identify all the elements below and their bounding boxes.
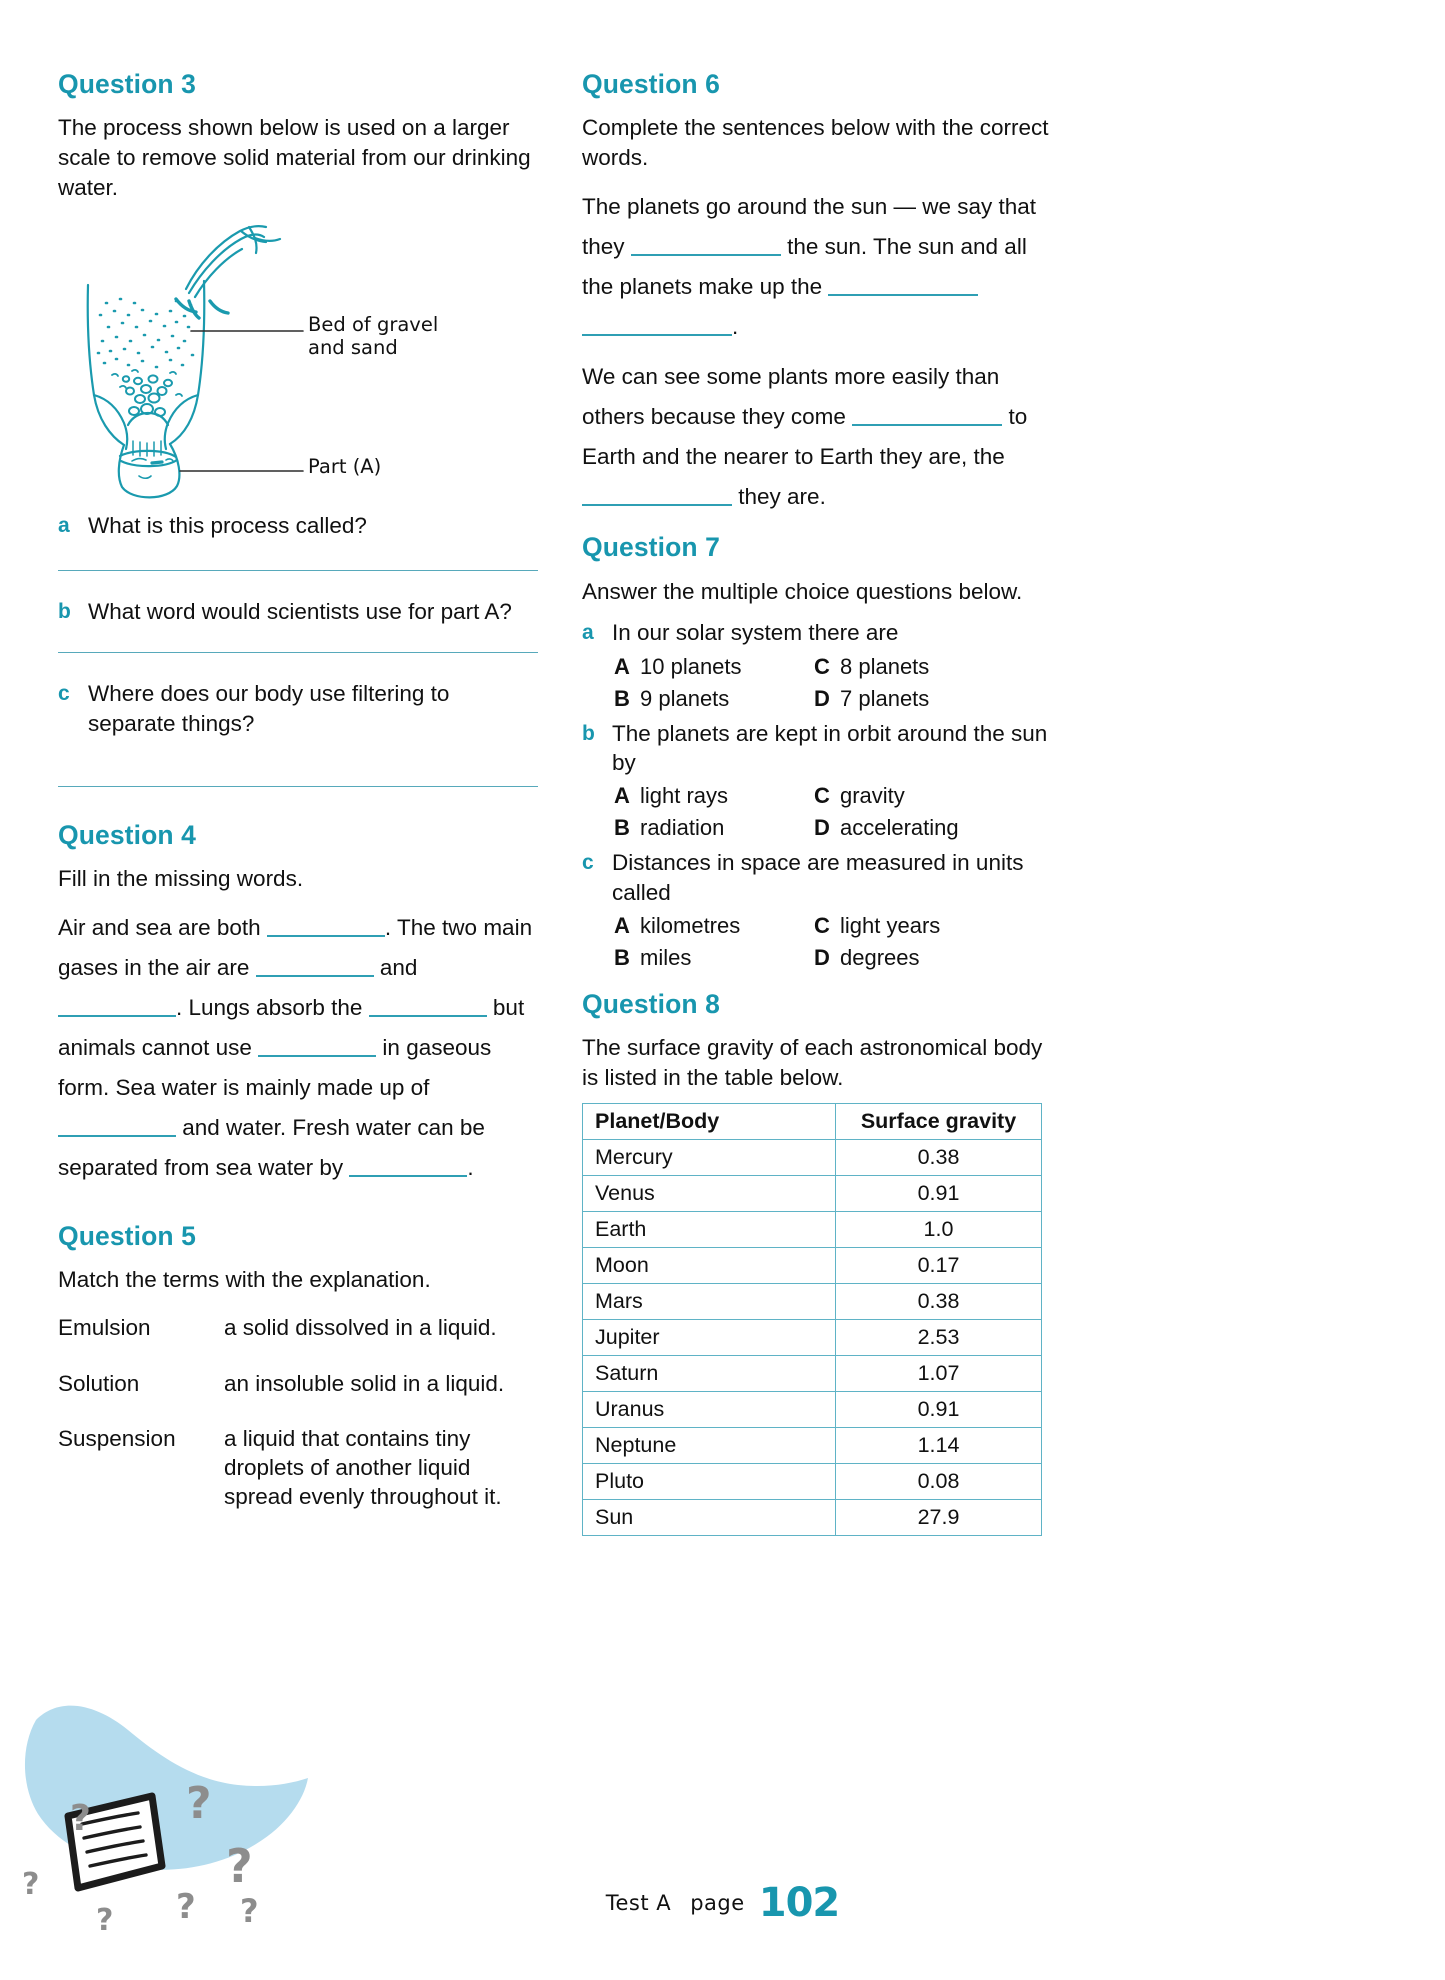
match-term: Solution xyxy=(58,1370,140,1396)
question-3-item-b xyxy=(58,597,538,626)
mcq-option[interactable] xyxy=(814,813,1014,842)
column-header-gravity: Surface gravity xyxy=(836,1103,1042,1139)
mcq-value: light rays xyxy=(640,783,729,809)
question-mark-icon: ? xyxy=(240,1892,259,1930)
surface-gravity-table xyxy=(582,1103,1042,1536)
question-5-block xyxy=(58,1222,538,1511)
mcq-option[interactable] xyxy=(814,684,1014,713)
right-column xyxy=(582,70,1060,1536)
mcq-key: B xyxy=(614,815,630,841)
question-6-heading: Question 6 xyxy=(582,69,720,99)
blob-shape xyxy=(25,1706,308,1870)
table-row xyxy=(583,1319,1042,1355)
mcq-value: 8 planets xyxy=(840,653,930,679)
item-stem: In our solar system there are xyxy=(612,620,899,646)
mcq-value: 7 planets xyxy=(840,685,930,711)
cloze-seg-4: and xyxy=(379,955,418,981)
question-8-block xyxy=(582,990,1060,1536)
cloze-seg-9: and water. Fresh water can be xyxy=(182,1115,485,1141)
blank-field-4[interactable] xyxy=(852,401,1002,427)
match-term: Suspension xyxy=(58,1425,176,1451)
diagram-label-gravel xyxy=(308,313,438,359)
mcq-option[interactable] xyxy=(614,813,814,842)
question-3-intro: The process shown below is used on a larger scale to remove solid material from our drinking water. xyxy=(58,115,531,200)
question-4-block xyxy=(58,821,538,1188)
question-3-block xyxy=(58,70,538,787)
cell-gravity: 0.08 xyxy=(836,1463,1042,1499)
table-row xyxy=(583,1175,1042,1211)
match-definition: a solid dissolved in a liquid. xyxy=(224,1315,497,1341)
blank-field-3[interactable] xyxy=(582,311,732,337)
cloze-seg-1: Air and sea are both xyxy=(58,914,261,940)
cloze-seg-11: . xyxy=(467,1155,474,1181)
cell-planet: Uranus xyxy=(583,1391,836,1427)
cloze-seg-6: We can see some plants more easily than xyxy=(582,364,1000,390)
cloze-seg-7: in xyxy=(382,1035,400,1061)
cell-gravity: 0.17 xyxy=(836,1247,1042,1283)
page-footer xyxy=(0,1880,1445,1926)
cell-planet: Neptune xyxy=(583,1427,836,1463)
mcq-key: C xyxy=(814,783,830,809)
mcq-key: C xyxy=(814,912,830,938)
mcq-option-row xyxy=(582,943,1060,972)
cell-planet: Mercury xyxy=(583,1139,836,1175)
cell-gravity: 2.53 xyxy=(836,1319,1042,1355)
filtration-diagram-svg xyxy=(58,213,538,501)
table-header-row xyxy=(583,1103,1042,1139)
mcq-option[interactable] xyxy=(614,684,814,713)
mcq-key: A xyxy=(614,653,630,679)
mcq-key: D xyxy=(814,815,830,841)
item-text: Where does our body use filtering to separate things? xyxy=(88,681,450,736)
mcq-option[interactable] xyxy=(614,652,814,681)
table-row xyxy=(583,1139,1042,1175)
cell-gravity: 1.07 xyxy=(836,1355,1042,1391)
mcq-option[interactable] xyxy=(814,911,1014,940)
item-letter: b xyxy=(582,721,595,745)
mcq-option[interactable] xyxy=(614,911,814,940)
item-letter: a xyxy=(582,621,594,645)
mcq-option-row xyxy=(582,781,1060,810)
column-header-planet: Planet/Body xyxy=(583,1103,836,1139)
question-7-part-a xyxy=(582,618,1060,647)
diagram-label-part-a: Part (A) xyxy=(308,454,382,478)
footer-test-label: Test A xyxy=(605,1891,672,1915)
mcq-value: miles xyxy=(640,944,692,970)
item-text: What is this process called? xyxy=(88,512,367,538)
mcq-key: D xyxy=(814,685,830,711)
match-row xyxy=(58,1369,538,1398)
question-6-cloze-1 xyxy=(582,187,1060,347)
match-row xyxy=(58,1313,538,1342)
question-4-cloze xyxy=(58,908,538,1188)
mcq-key: B xyxy=(614,685,630,711)
blank-field-7[interactable] xyxy=(349,1152,467,1178)
cell-gravity: 27.9 xyxy=(836,1499,1042,1535)
question-5-intro: Match the terms with the explanation. xyxy=(58,1267,431,1293)
question-7-part-c xyxy=(582,848,1060,907)
question-3-heading: Question 3 xyxy=(58,69,196,99)
mcq-key: A xyxy=(614,783,630,809)
match-row xyxy=(58,1424,538,1512)
answer-line-3c[interactable] xyxy=(58,786,538,787)
mcq-key: D xyxy=(814,944,830,970)
mcq-value: 9 planets xyxy=(640,685,730,711)
cell-planet: Jupiter xyxy=(583,1319,836,1355)
item-letter: c xyxy=(582,851,594,875)
cloze-seg-5: . Lungs absorb the xyxy=(176,995,363,1021)
mcq-option-row xyxy=(582,813,1060,842)
mcq-key: C xyxy=(814,653,830,679)
blank-field-3[interactable] xyxy=(58,991,176,1017)
answer-line-3b[interactable] xyxy=(58,652,538,653)
cloze-seg-8: gaseous form. Sea water is mainly made up of xyxy=(58,1035,492,1101)
item-text: What word would scientists use for part A? xyxy=(88,599,512,625)
cloze-seg-10: they are. xyxy=(738,484,826,510)
cell-gravity: 0.38 xyxy=(836,1283,1042,1319)
question-mark-icon: ? xyxy=(96,1903,114,1930)
cell-gravity: 0.38 xyxy=(836,1139,1042,1175)
mcq-value: light years xyxy=(840,912,941,938)
question-mark-icon: ? xyxy=(186,1778,212,1829)
diagram-label-gravel-line1: Bed of gravel xyxy=(308,312,439,336)
cloze-seg-3: the sun. The sun and all xyxy=(787,234,1027,260)
cell-gravity: 1.0 xyxy=(836,1211,1042,1247)
mcq-option[interactable] xyxy=(814,652,1014,681)
item-letter: b xyxy=(58,600,71,624)
table-row xyxy=(583,1283,1042,1319)
blank-field-6[interactable] xyxy=(58,1112,176,1138)
blank-field-1[interactable] xyxy=(631,230,781,256)
table-row xyxy=(583,1391,1042,1427)
match-definition: a liquid that contains tiny droplets of another liquid spread evenly throughout it. xyxy=(224,1425,502,1510)
mcq-value: kilometres xyxy=(640,912,741,938)
cell-gravity: 0.91 xyxy=(836,1175,1042,1211)
answer-line-3a[interactable] xyxy=(58,570,538,571)
question-7-part-b xyxy=(582,719,1060,778)
cell-planet: Venus xyxy=(583,1175,836,1211)
cell-planet: Sun xyxy=(583,1499,836,1535)
match-definition: an insoluble solid in a liquid. xyxy=(224,1370,505,1396)
blank-field-5[interactable] xyxy=(582,481,732,507)
question-6-intro: Complete the sentences below with the correct words. xyxy=(582,115,1049,171)
question-7-block xyxy=(582,533,1060,972)
blank-field-1[interactable] xyxy=(267,911,385,937)
table-row xyxy=(583,1427,1042,1463)
question-4-intro: Fill in the missing words. xyxy=(58,866,304,892)
cloze-seg-4: the planets make up the xyxy=(582,274,823,300)
question-6-cloze-2 xyxy=(582,357,1060,517)
cloze-seg-2: they xyxy=(582,234,625,260)
cloze-seg-3: main gases in the air are xyxy=(58,914,533,981)
cell-gravity: 0.91 xyxy=(836,1391,1042,1427)
cell-gravity: 1.14 xyxy=(836,1427,1042,1463)
cloze-seg-6: but animals cannot use xyxy=(58,995,525,1061)
mcq-option-row xyxy=(582,911,1060,940)
question-6-block xyxy=(582,70,1060,517)
cloze-seg-7: others because they come xyxy=(582,404,846,430)
table-row xyxy=(583,1211,1042,1247)
mcq-value: radiation xyxy=(640,815,725,841)
question-5-heading: Question 5 xyxy=(58,1221,196,1252)
mcq-value: accelerating xyxy=(840,815,959,841)
question-7-heading: Question 7 xyxy=(582,532,720,563)
mcq-option-row xyxy=(582,684,1060,713)
cloze-seg-5: . xyxy=(732,314,739,340)
question-mark-icon: ? xyxy=(176,1887,196,1927)
item-letter: c xyxy=(58,682,70,706)
cloze-seg-10: separated from sea water by xyxy=(58,1155,344,1181)
left-column xyxy=(58,70,538,1538)
cloze-seg-8: to xyxy=(1008,404,1028,430)
question-4-heading: Question 4 xyxy=(58,819,196,850)
table-row xyxy=(583,1247,1042,1283)
mcq-value: degrees xyxy=(840,944,920,970)
item-letter: a xyxy=(58,513,70,537)
mcq-key: A xyxy=(614,912,630,938)
blank-field-5[interactable] xyxy=(258,1031,376,1057)
question-3-item-a xyxy=(58,511,538,540)
question-8-intro: The surface gravity of each astronomical body is listed in the table below. xyxy=(582,1035,1043,1090)
table-row xyxy=(583,1499,1042,1535)
blank-field-4[interactable] xyxy=(369,991,487,1017)
question-8-heading: Question 8 xyxy=(582,988,720,1019)
diagram-label-gravel-line2: and sand xyxy=(308,335,398,359)
footer-page-number: 102 xyxy=(758,1880,840,1926)
question-7-intro: Answer the multiple choice questions below. xyxy=(582,578,1023,604)
mcq-value: 10 planets xyxy=(640,653,742,679)
cloze-seg-9: Earth and the nearer to Earth they are, the xyxy=(582,444,1005,470)
cell-planet: Earth xyxy=(583,1211,836,1247)
blank-field-2[interactable] xyxy=(256,951,374,977)
mcq-key: B xyxy=(614,944,630,970)
table-row xyxy=(583,1463,1042,1499)
mcq-value: gravity xyxy=(840,783,905,809)
cell-planet: Saturn xyxy=(583,1355,836,1391)
question-mark-icon: ? xyxy=(226,1839,253,1893)
cell-planet: Pluto xyxy=(583,1463,836,1499)
cell-planet: Moon xyxy=(583,1247,836,1283)
cloze-seg-2: . The two xyxy=(384,914,478,940)
question-3-item-c xyxy=(58,679,538,738)
filtration-diagram xyxy=(58,213,538,501)
item-stem: Distances in space are measured in units called xyxy=(612,850,1024,905)
table-row xyxy=(583,1355,1042,1391)
blank-field-2[interactable] xyxy=(828,270,978,296)
mcq-option[interactable] xyxy=(614,943,814,972)
mcq-option-row xyxy=(582,652,1060,681)
mcq-option[interactable] xyxy=(814,781,1014,810)
cloze-seg-1: The planets go around the sun — we say that xyxy=(582,193,1037,219)
question-mark-icon: ? xyxy=(22,1867,40,1902)
mcq-option[interactable] xyxy=(814,943,1014,972)
footer-page-label: page xyxy=(690,1891,745,1915)
match-term: Emulsion xyxy=(58,1315,151,1341)
cell-planet: Mars xyxy=(583,1283,836,1319)
question-mark-icon: ? xyxy=(70,1798,91,1839)
mcq-option[interactable] xyxy=(614,781,814,810)
item-stem: The planets are kept in orbit around the sun by xyxy=(612,720,1048,775)
